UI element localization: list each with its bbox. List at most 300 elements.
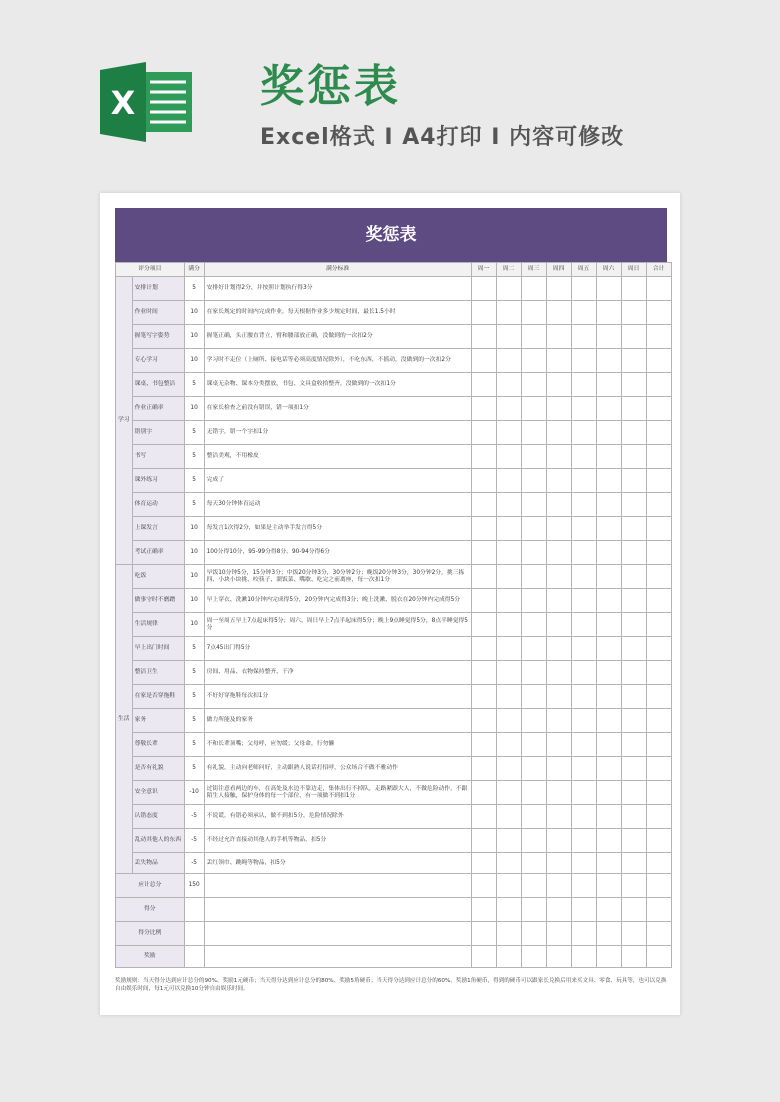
day-score-cell[interactable] [496, 805, 521, 829]
day-score-cell[interactable] [471, 637, 496, 661]
day-score-cell[interactable] [571, 565, 596, 589]
day-score-cell[interactable] [646, 349, 671, 373]
day-score-cell[interactable] [496, 829, 521, 853]
full-score: 5 [184, 421, 204, 445]
day-score-cell[interactable] [646, 661, 671, 685]
day-score-cell[interactable] [546, 421, 571, 445]
day-score-cell[interactable] [471, 325, 496, 349]
day-score-cell[interactable] [496, 349, 521, 373]
day-score-cell[interactable] [471, 565, 496, 589]
day-score-cell[interactable] [471, 445, 496, 469]
day-score-cell[interactable] [596, 277, 621, 301]
day-score-cell[interactable] [646, 397, 671, 421]
day-score-cell[interactable] [596, 637, 621, 661]
day-score-cell[interactable] [571, 661, 596, 685]
item-name: 吃饭 [132, 565, 184, 589]
summary-cell[interactable] [496, 946, 521, 968]
table-title: 奖惩表 [115, 208, 667, 262]
summary-cell[interactable] [546, 946, 571, 968]
day-score-cell[interactable] [596, 685, 621, 709]
summary-cell[interactable] [471, 946, 496, 968]
day-score-cell[interactable] [646, 325, 671, 349]
full-score: 5 [184, 469, 204, 493]
day-score-cell[interactable] [621, 709, 646, 733]
day-score-cell[interactable] [521, 517, 546, 541]
score-standard: 有礼貌，主动向老师问好，主动跟熟人说话打招呼，公众场合不做不雅动作 [204, 757, 471, 781]
day-score-cell[interactable] [621, 661, 646, 685]
reward-rules-note: 奖励规则：当天得分达到应计总分的90%、奖励1元硬币；当天得分达到应计总分的80%、奖励5角硬币；当天得分达到应计总分的60%、奖励1角硬币，得到的硬币可以跟家长兑换后用来买文具、零食、玩具等，也可以兑换自由娱乐时间，每1元可以兑换10分钟自由娱乐时间。 [115, 978, 667, 992]
day-score-cell[interactable] [546, 757, 571, 781]
day-score-cell[interactable] [496, 541, 521, 565]
day-score-cell[interactable] [646, 589, 671, 613]
day-score-cell[interactable] [546, 733, 571, 757]
day-score-cell[interactable] [571, 493, 596, 517]
summary-value[interactable] [184, 946, 204, 968]
day-score-cell[interactable] [571, 805, 596, 829]
day-score-cell[interactable] [621, 613, 646, 637]
day-score-cell[interactable] [596, 349, 621, 373]
day-score-cell[interactable] [571, 325, 596, 349]
summary-cell[interactable] [621, 898, 646, 922]
summary-cell[interactable] [596, 946, 621, 968]
day-score-cell[interactable] [621, 589, 646, 613]
day-score-cell[interactable] [471, 373, 496, 397]
day-score-cell[interactable] [571, 709, 596, 733]
full-score: 10 [184, 565, 204, 589]
day-score-cell[interactable] [621, 853, 646, 874]
day-score-cell[interactable] [546, 373, 571, 397]
summary-cell[interactable] [496, 874, 521, 898]
day-score-cell[interactable] [596, 661, 621, 685]
day-score-cell[interactable] [546, 589, 571, 613]
day-score-cell[interactable] [496, 325, 521, 349]
day-score-cell[interactable] [621, 277, 646, 301]
score-standard: 7点45出门得5分 [204, 637, 471, 661]
summary-cell[interactable] [646, 898, 671, 922]
summary-cell[interactable] [204, 922, 471, 946]
day-score-cell[interactable] [596, 565, 621, 589]
item-name: 安排计划 [132, 277, 184, 301]
day-score-cell[interactable] [496, 685, 521, 709]
day-score-cell[interactable] [621, 829, 646, 853]
day-score-cell[interactable] [646, 469, 671, 493]
day-score-cell[interactable] [646, 829, 671, 853]
day-score-cell[interactable] [471, 613, 496, 637]
table-row [116, 781, 672, 805]
full-score: 10 [184, 349, 204, 373]
full-score: 10 [184, 541, 204, 565]
full-score: 10 [184, 301, 204, 325]
day-score-cell[interactable] [521, 397, 546, 421]
summary-cell[interactable] [646, 874, 671, 898]
day-score-cell[interactable] [471, 829, 496, 853]
column-header: 周日 [621, 263, 646, 277]
day-score-cell[interactable] [471, 805, 496, 829]
day-score-cell[interactable] [521, 613, 546, 637]
day-score-cell[interactable] [521, 709, 546, 733]
score-standard: 课桌无杂物、课本分类摆放，书包、文具盒收拾整齐，没做到的一次扣1分 [204, 373, 471, 397]
item-name: 在家是否穿拖鞋 [132, 685, 184, 709]
full-score: 5 [184, 445, 204, 469]
item-name: 握笔写字姿势 [132, 325, 184, 349]
day-score-cell[interactable] [496, 397, 521, 421]
day-score-cell[interactable] [546, 469, 571, 493]
summary-cell[interactable] [621, 946, 646, 968]
day-score-cell[interactable] [596, 541, 621, 565]
summary-cell[interactable] [204, 946, 471, 968]
day-score-cell[interactable] [546, 829, 571, 853]
day-score-cell[interactable] [521, 733, 546, 757]
day-score-cell[interactable] [571, 757, 596, 781]
day-score-cell[interactable] [471, 277, 496, 301]
day-score-cell[interactable] [646, 637, 671, 661]
column-header: 周一 [471, 263, 496, 277]
summary-cell[interactable] [471, 874, 496, 898]
day-score-cell[interactable] [521, 493, 546, 517]
day-score-cell[interactable] [521, 589, 546, 613]
summary-value[interactable] [184, 898, 204, 922]
table-row [116, 709, 672, 733]
day-score-cell[interactable] [596, 493, 621, 517]
day-score-cell[interactable] [521, 661, 546, 685]
day-score-cell[interactable] [646, 301, 671, 325]
day-score-cell[interactable] [621, 493, 646, 517]
day-score-cell[interactable] [646, 517, 671, 541]
day-score-cell[interactable] [596, 397, 621, 421]
day-score-cell[interactable] [646, 493, 671, 517]
summary-value[interactable]: 150 [184, 874, 204, 898]
day-score-cell[interactable] [521, 853, 546, 874]
day-score-cell[interactable] [621, 517, 646, 541]
day-score-cell[interactable] [496, 517, 521, 541]
day-score-cell[interactable] [496, 661, 521, 685]
day-score-cell[interactable] [546, 661, 571, 685]
day-score-cell[interactable] [621, 757, 646, 781]
day-score-cell[interactable] [546, 397, 571, 421]
full-score: 5 [184, 661, 204, 685]
day-score-cell[interactable] [571, 733, 596, 757]
day-score-cell[interactable] [546, 325, 571, 349]
day-score-cell[interactable] [471, 589, 496, 613]
day-score-cell[interactable] [471, 853, 496, 874]
day-score-cell[interactable] [621, 469, 646, 493]
day-score-cell[interactable] [546, 277, 571, 301]
day-score-cell[interactable] [621, 685, 646, 709]
summary-cell[interactable] [596, 922, 621, 946]
day-score-cell[interactable] [571, 397, 596, 421]
day-score-cell[interactable] [471, 517, 496, 541]
day-score-cell[interactable] [521, 349, 546, 373]
day-score-cell[interactable] [621, 349, 646, 373]
day-score-cell[interactable] [546, 709, 571, 733]
full-score: 10 [184, 589, 204, 613]
summary-row [116, 898, 672, 922]
summary-row [116, 922, 672, 946]
table-row [116, 397, 672, 421]
day-score-cell[interactable] [496, 853, 521, 874]
score-standard: 每天30分钟体育运动 [204, 493, 471, 517]
day-score-cell[interactable] [571, 421, 596, 445]
summary-cell[interactable] [496, 898, 521, 922]
day-score-cell[interactable] [521, 325, 546, 349]
day-score-cell[interactable] [496, 445, 521, 469]
day-score-cell[interactable] [471, 661, 496, 685]
score-standard: 在家长检查之前没有错误，错一项扣1分 [204, 397, 471, 421]
day-score-cell[interactable] [471, 469, 496, 493]
full-score: -10 [184, 781, 204, 805]
day-score-cell[interactable] [571, 829, 596, 853]
summary-cell[interactable] [521, 946, 546, 968]
day-score-cell[interactable] [646, 805, 671, 829]
day-score-cell[interactable] [546, 445, 571, 469]
day-score-cell[interactable] [646, 781, 671, 805]
day-score-cell[interactable] [471, 757, 496, 781]
day-score-cell[interactable] [646, 565, 671, 589]
day-score-cell[interactable] [471, 685, 496, 709]
day-score-cell[interactable] [471, 301, 496, 325]
day-score-cell[interactable] [596, 733, 621, 757]
summary-cell[interactable] [521, 874, 546, 898]
day-score-cell[interactable] [546, 349, 571, 373]
table-row [116, 421, 672, 445]
day-score-cell[interactable] [596, 853, 621, 874]
day-score-cell[interactable] [521, 781, 546, 805]
day-score-cell[interactable] [596, 805, 621, 829]
day-score-cell[interactable] [621, 397, 646, 421]
day-score-cell[interactable] [471, 349, 496, 373]
day-score-cell[interactable] [546, 805, 571, 829]
item-name: 专心学习 [132, 349, 184, 373]
day-score-cell[interactable] [571, 469, 596, 493]
day-score-cell[interactable] [546, 781, 571, 805]
day-score-cell[interactable] [496, 421, 521, 445]
day-score-cell[interactable] [521, 805, 546, 829]
day-score-cell[interactable] [496, 565, 521, 589]
day-score-cell[interactable] [646, 445, 671, 469]
day-score-cell[interactable] [521, 637, 546, 661]
day-score-cell[interactable] [596, 757, 621, 781]
day-score-cell[interactable] [521, 541, 546, 565]
item-name: 错别字 [132, 421, 184, 445]
day-score-cell[interactable] [621, 637, 646, 661]
score-standard: 无错字，错一个字扣1分 [204, 421, 471, 445]
column-header: 周四 [546, 263, 571, 277]
summary-cell[interactable] [646, 946, 671, 968]
summary-cell[interactable] [571, 946, 596, 968]
day-score-cell[interactable] [596, 589, 621, 613]
day-score-cell[interactable] [571, 541, 596, 565]
summary-cell[interactable] [621, 874, 646, 898]
day-score-cell[interactable] [571, 613, 596, 637]
day-score-cell[interactable] [471, 397, 496, 421]
day-score-cell[interactable] [521, 685, 546, 709]
day-score-cell[interactable] [496, 373, 521, 397]
summary-cell[interactable] [546, 922, 571, 946]
summary-cell[interactable] [496, 922, 521, 946]
day-score-cell[interactable] [596, 445, 621, 469]
day-score-cell[interactable] [521, 469, 546, 493]
day-score-cell[interactable] [521, 829, 546, 853]
summary-cell[interactable] [621, 922, 646, 946]
day-score-cell[interactable] [546, 517, 571, 541]
full-score: 5 [184, 493, 204, 517]
day-score-cell[interactable] [546, 853, 571, 874]
day-score-cell[interactable] [521, 757, 546, 781]
day-score-cell[interactable] [621, 541, 646, 565]
table-row [116, 757, 672, 781]
column-header: 满分 [184, 263, 204, 277]
day-score-cell[interactable] [546, 637, 571, 661]
summary-cell[interactable] [204, 874, 471, 898]
day-score-cell[interactable] [496, 733, 521, 757]
table-row [116, 829, 672, 853]
day-score-cell[interactable] [471, 709, 496, 733]
day-score-cell[interactable] [596, 301, 621, 325]
day-score-cell[interactable] [521, 421, 546, 445]
day-score-cell[interactable] [546, 493, 571, 517]
day-score-cell[interactable] [496, 637, 521, 661]
full-score: 5 [184, 637, 204, 661]
summary-label: 应计总分 [116, 874, 185, 898]
day-score-cell[interactable] [571, 301, 596, 325]
summary-cell[interactable] [521, 922, 546, 946]
reward-penalty-table [115, 262, 672, 968]
score-standard: 不好好穿拖鞋每次扣1分 [204, 685, 471, 709]
day-score-cell[interactable] [496, 493, 521, 517]
day-score-cell[interactable] [596, 325, 621, 349]
day-score-cell[interactable] [496, 781, 521, 805]
day-score-cell[interactable] [496, 277, 521, 301]
day-score-cell[interactable] [646, 757, 671, 781]
day-score-cell[interactable] [521, 277, 546, 301]
summary-value[interactable] [184, 922, 204, 946]
day-score-cell[interactable] [596, 517, 621, 541]
day-score-cell[interactable] [596, 469, 621, 493]
score-standard: 早饭10分钟5分，15分钟3分；中饭20分钟3分，30分钟2分；晚饭20分钟3分，30分钟2分，挑三拣四、小块小块挑、咬筷子、溜饭菜、嘴歇、吃完之前离座，每一次扣1分 [204, 565, 471, 589]
day-score-cell[interactable] [646, 541, 671, 565]
summary-cell[interactable] [546, 874, 571, 898]
summary-cell[interactable] [596, 874, 621, 898]
day-score-cell[interactable] [546, 541, 571, 565]
day-score-cell[interactable] [521, 445, 546, 469]
day-score-cell[interactable] [496, 613, 521, 637]
day-score-cell[interactable] [621, 325, 646, 349]
day-score-cell[interactable] [521, 373, 546, 397]
day-score-cell[interactable] [496, 589, 521, 613]
day-score-cell[interactable] [571, 637, 596, 661]
day-score-cell[interactable] [621, 421, 646, 445]
day-score-cell[interactable] [596, 613, 621, 637]
day-score-cell[interactable] [496, 757, 521, 781]
banner-title: 奖惩表 [260, 61, 401, 112]
summary-cell[interactable] [521, 898, 546, 922]
day-score-cell[interactable] [521, 565, 546, 589]
day-score-cell[interactable] [646, 421, 671, 445]
day-score-cell[interactable] [471, 733, 496, 757]
summary-cell[interactable] [571, 898, 596, 922]
full-score: 10 [184, 517, 204, 541]
table-row [116, 325, 672, 349]
day-score-cell[interactable] [596, 829, 621, 853]
day-score-cell[interactable] [521, 301, 546, 325]
day-score-cell[interactable] [571, 781, 596, 805]
day-score-cell[interactable] [496, 469, 521, 493]
day-score-cell[interactable] [546, 565, 571, 589]
day-score-cell[interactable] [471, 781, 496, 805]
day-score-cell[interactable] [646, 709, 671, 733]
summary-row [116, 874, 672, 898]
day-score-cell[interactable] [621, 565, 646, 589]
summary-cell[interactable] [646, 922, 671, 946]
day-score-cell[interactable] [621, 733, 646, 757]
item-name: 作业时间 [132, 301, 184, 325]
day-score-cell[interactable] [571, 373, 596, 397]
day-score-cell[interactable] [646, 277, 671, 301]
day-score-cell[interactable] [571, 589, 596, 613]
day-score-cell[interactable] [546, 301, 571, 325]
day-score-cell[interactable] [646, 853, 671, 874]
summary-cell[interactable] [571, 922, 596, 946]
column-header: 满分标准 [204, 263, 471, 277]
day-score-cell[interactable] [596, 373, 621, 397]
day-score-cell[interactable] [471, 421, 496, 445]
summary-cell[interactable] [204, 898, 471, 922]
day-score-cell[interactable] [471, 541, 496, 565]
day-score-cell[interactable] [496, 709, 521, 733]
day-score-cell[interactable] [571, 685, 596, 709]
table-row [116, 685, 672, 709]
banner-subtitle: Excel格式 I A4打印 I 内容可修改 [260, 125, 625, 150]
score-standard: 过街注意看两边的车，在高处及水边不靠边走，集体出行不掉队，走路紧跟大人，不做危险动作，不跟陌生人接触，保护身体的每一个部位，有一项做不到扣1分 [204, 781, 471, 805]
summary-cell[interactable] [471, 922, 496, 946]
day-score-cell[interactable] [571, 277, 596, 301]
table-row [116, 349, 672, 373]
day-score-cell[interactable] [571, 349, 596, 373]
day-score-cell[interactable] [571, 445, 596, 469]
day-score-cell[interactable] [546, 613, 571, 637]
day-score-cell[interactable] [596, 709, 621, 733]
day-score-cell[interactable] [646, 613, 671, 637]
summary-cell[interactable] [471, 898, 496, 922]
item-name: 尊敬长辈 [132, 733, 184, 757]
summary-cell[interactable] [546, 898, 571, 922]
column-header: 周五 [571, 263, 596, 277]
table-row [116, 493, 672, 517]
day-score-cell[interactable] [646, 733, 671, 757]
day-score-cell[interactable] [621, 805, 646, 829]
score-standard: 学习时不走位（上厕所、接电话等必须高度情况除外），不吃东西，不摇动，没做到的一次扣2分 [204, 349, 471, 373]
day-score-cell[interactable] [496, 301, 521, 325]
item-name: 课桌、书包整洁 [132, 373, 184, 397]
day-score-cell[interactable] [621, 445, 646, 469]
day-score-cell[interactable] [596, 781, 621, 805]
score-standard: 不说谎，有错必须承认，做不到扣5分，危险情况除外 [204, 805, 471, 829]
full-score: 5 [184, 685, 204, 709]
day-score-cell[interactable] [546, 685, 571, 709]
day-score-cell[interactable] [596, 421, 621, 445]
day-score-cell[interactable] [646, 685, 671, 709]
day-score-cell[interactable] [621, 781, 646, 805]
day-score-cell[interactable] [471, 493, 496, 517]
day-score-cell[interactable] [646, 373, 671, 397]
day-score-cell[interactable] [571, 517, 596, 541]
day-score-cell[interactable] [571, 853, 596, 874]
column-header: 周二 [496, 263, 521, 277]
summary-cell[interactable] [596, 898, 621, 922]
day-score-cell[interactable] [621, 301, 646, 325]
day-score-cell[interactable] [621, 373, 646, 397]
summary-cell[interactable] [571, 874, 596, 898]
